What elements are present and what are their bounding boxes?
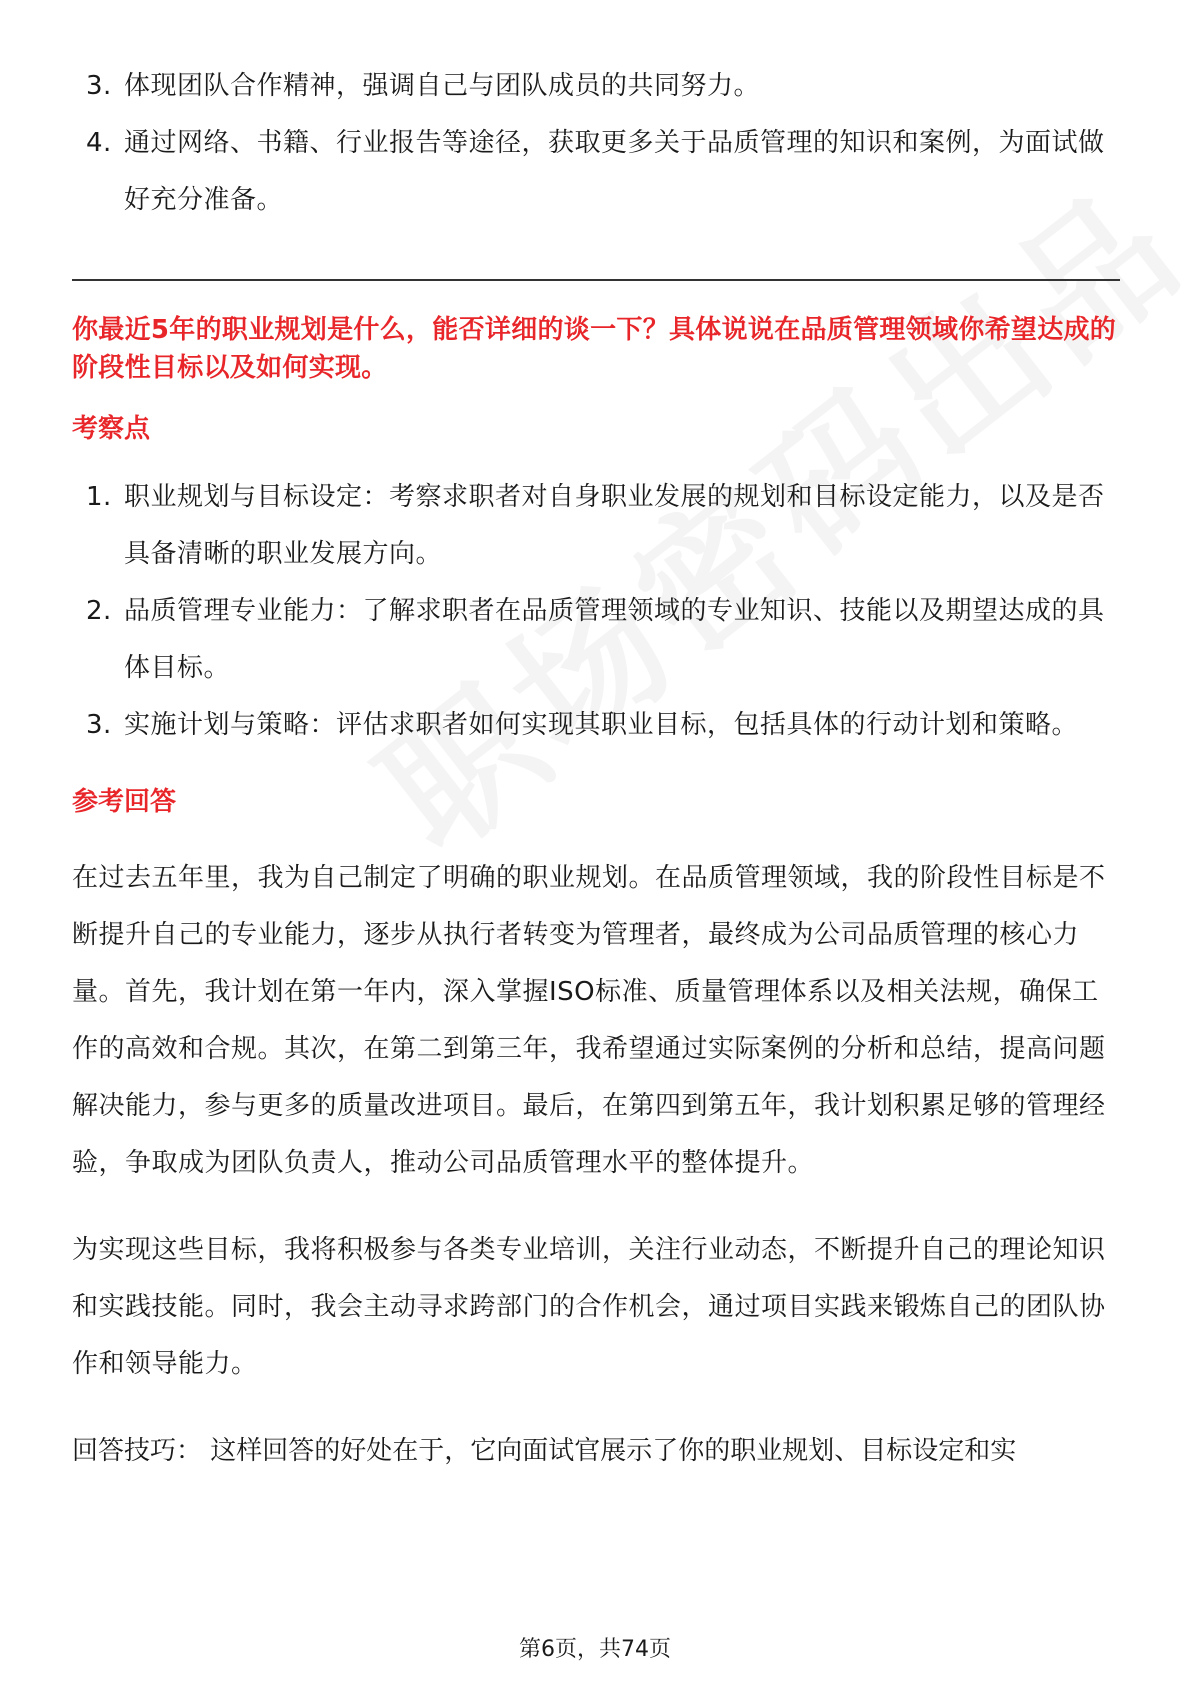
list-item xyxy=(72,115,1120,229)
list-item-text: 实施计划与策略：评估求职者如何实现其职业目标，包括具体的行动计划和策略。 xyxy=(124,710,1079,740)
list-item-number: 1. xyxy=(86,482,112,512)
list-item-text: 体现团队合作精神，强调自己与团队成员的共同努力。 xyxy=(124,71,761,101)
list-item xyxy=(72,583,1120,697)
assessment-points-title: 考察点 xyxy=(72,414,151,444)
list-item-text: 职业规划与目标设定：考察求职者对自身职业发展的规划和目标设定能力，以及是否具备清晰的职业发展方向。 xyxy=(124,482,1105,569)
answer-paragraph: 为实现这些目标，我将积极参与各类专业培训，关注行业动态，不断提升自己的理论知识和实践技能。同时，我会主动寻求跨部门的合作机会，通过项目实践来锻炼自己的团队协作和领导能力。 xyxy=(72,1235,1106,1379)
list-item-number: 2. xyxy=(86,596,112,626)
list-item xyxy=(72,469,1120,583)
question-heading: 你最近5年的职业规划是什么，能否详细的谈一下？具体说说在品质管理领域你希望达成的阶段性目标以及如何实现。 xyxy=(72,315,1117,383)
list-item-number: 3. xyxy=(86,71,112,101)
reference-answer-title: 参考回答 xyxy=(72,787,177,817)
page-content xyxy=(72,58,1120,1480)
answer-paragraph: 在过去五年里，我为自己制定了明确的职业规划。在品质管理领域，我的阶段性目标是不断提升自己的专业能力，逐步从执行者转变为管理者，最终成为公司品质管理的核心力量。首先，我计划在第一年内，深入掌握ISO标准、质量管理体系以及相关法规，确保工作的高效和合规。其次，在第二到第三年，我希望通过实际案例的分析和总结，提高问题解决能力，参与更多的质量改进项目。最后，在第四到第五年，我计划积累足够的管理经验，争取成为团队负责人，推动公司品质管理水平的整体提升。 xyxy=(72,863,1106,1178)
answer-tip: 回答技巧： 这样回答的好处在于，它向面试官展示了你的职业规划、目标设定和实 xyxy=(72,1436,1017,1466)
list-item-text: 通过网络、书籍、行业报告等途径，获取更多关于品质管理的知识和案例，为面试做好充分准备。 xyxy=(124,128,1105,215)
list-item xyxy=(72,58,1120,115)
list-item-text: 品质管理专业能力：了解求职者在品质管理领域的专业知识、技能以及期望达成的具体目标。 xyxy=(124,596,1105,683)
list-item-number: 3. xyxy=(86,710,112,740)
list-item-number: 4. xyxy=(86,128,112,158)
page-footer: 第6页，共74页 xyxy=(519,1637,671,1662)
list-item xyxy=(72,697,1120,754)
section-divider xyxy=(72,279,1120,281)
top-numbered-list xyxy=(72,58,1120,229)
assessment-points-list xyxy=(72,469,1120,754)
